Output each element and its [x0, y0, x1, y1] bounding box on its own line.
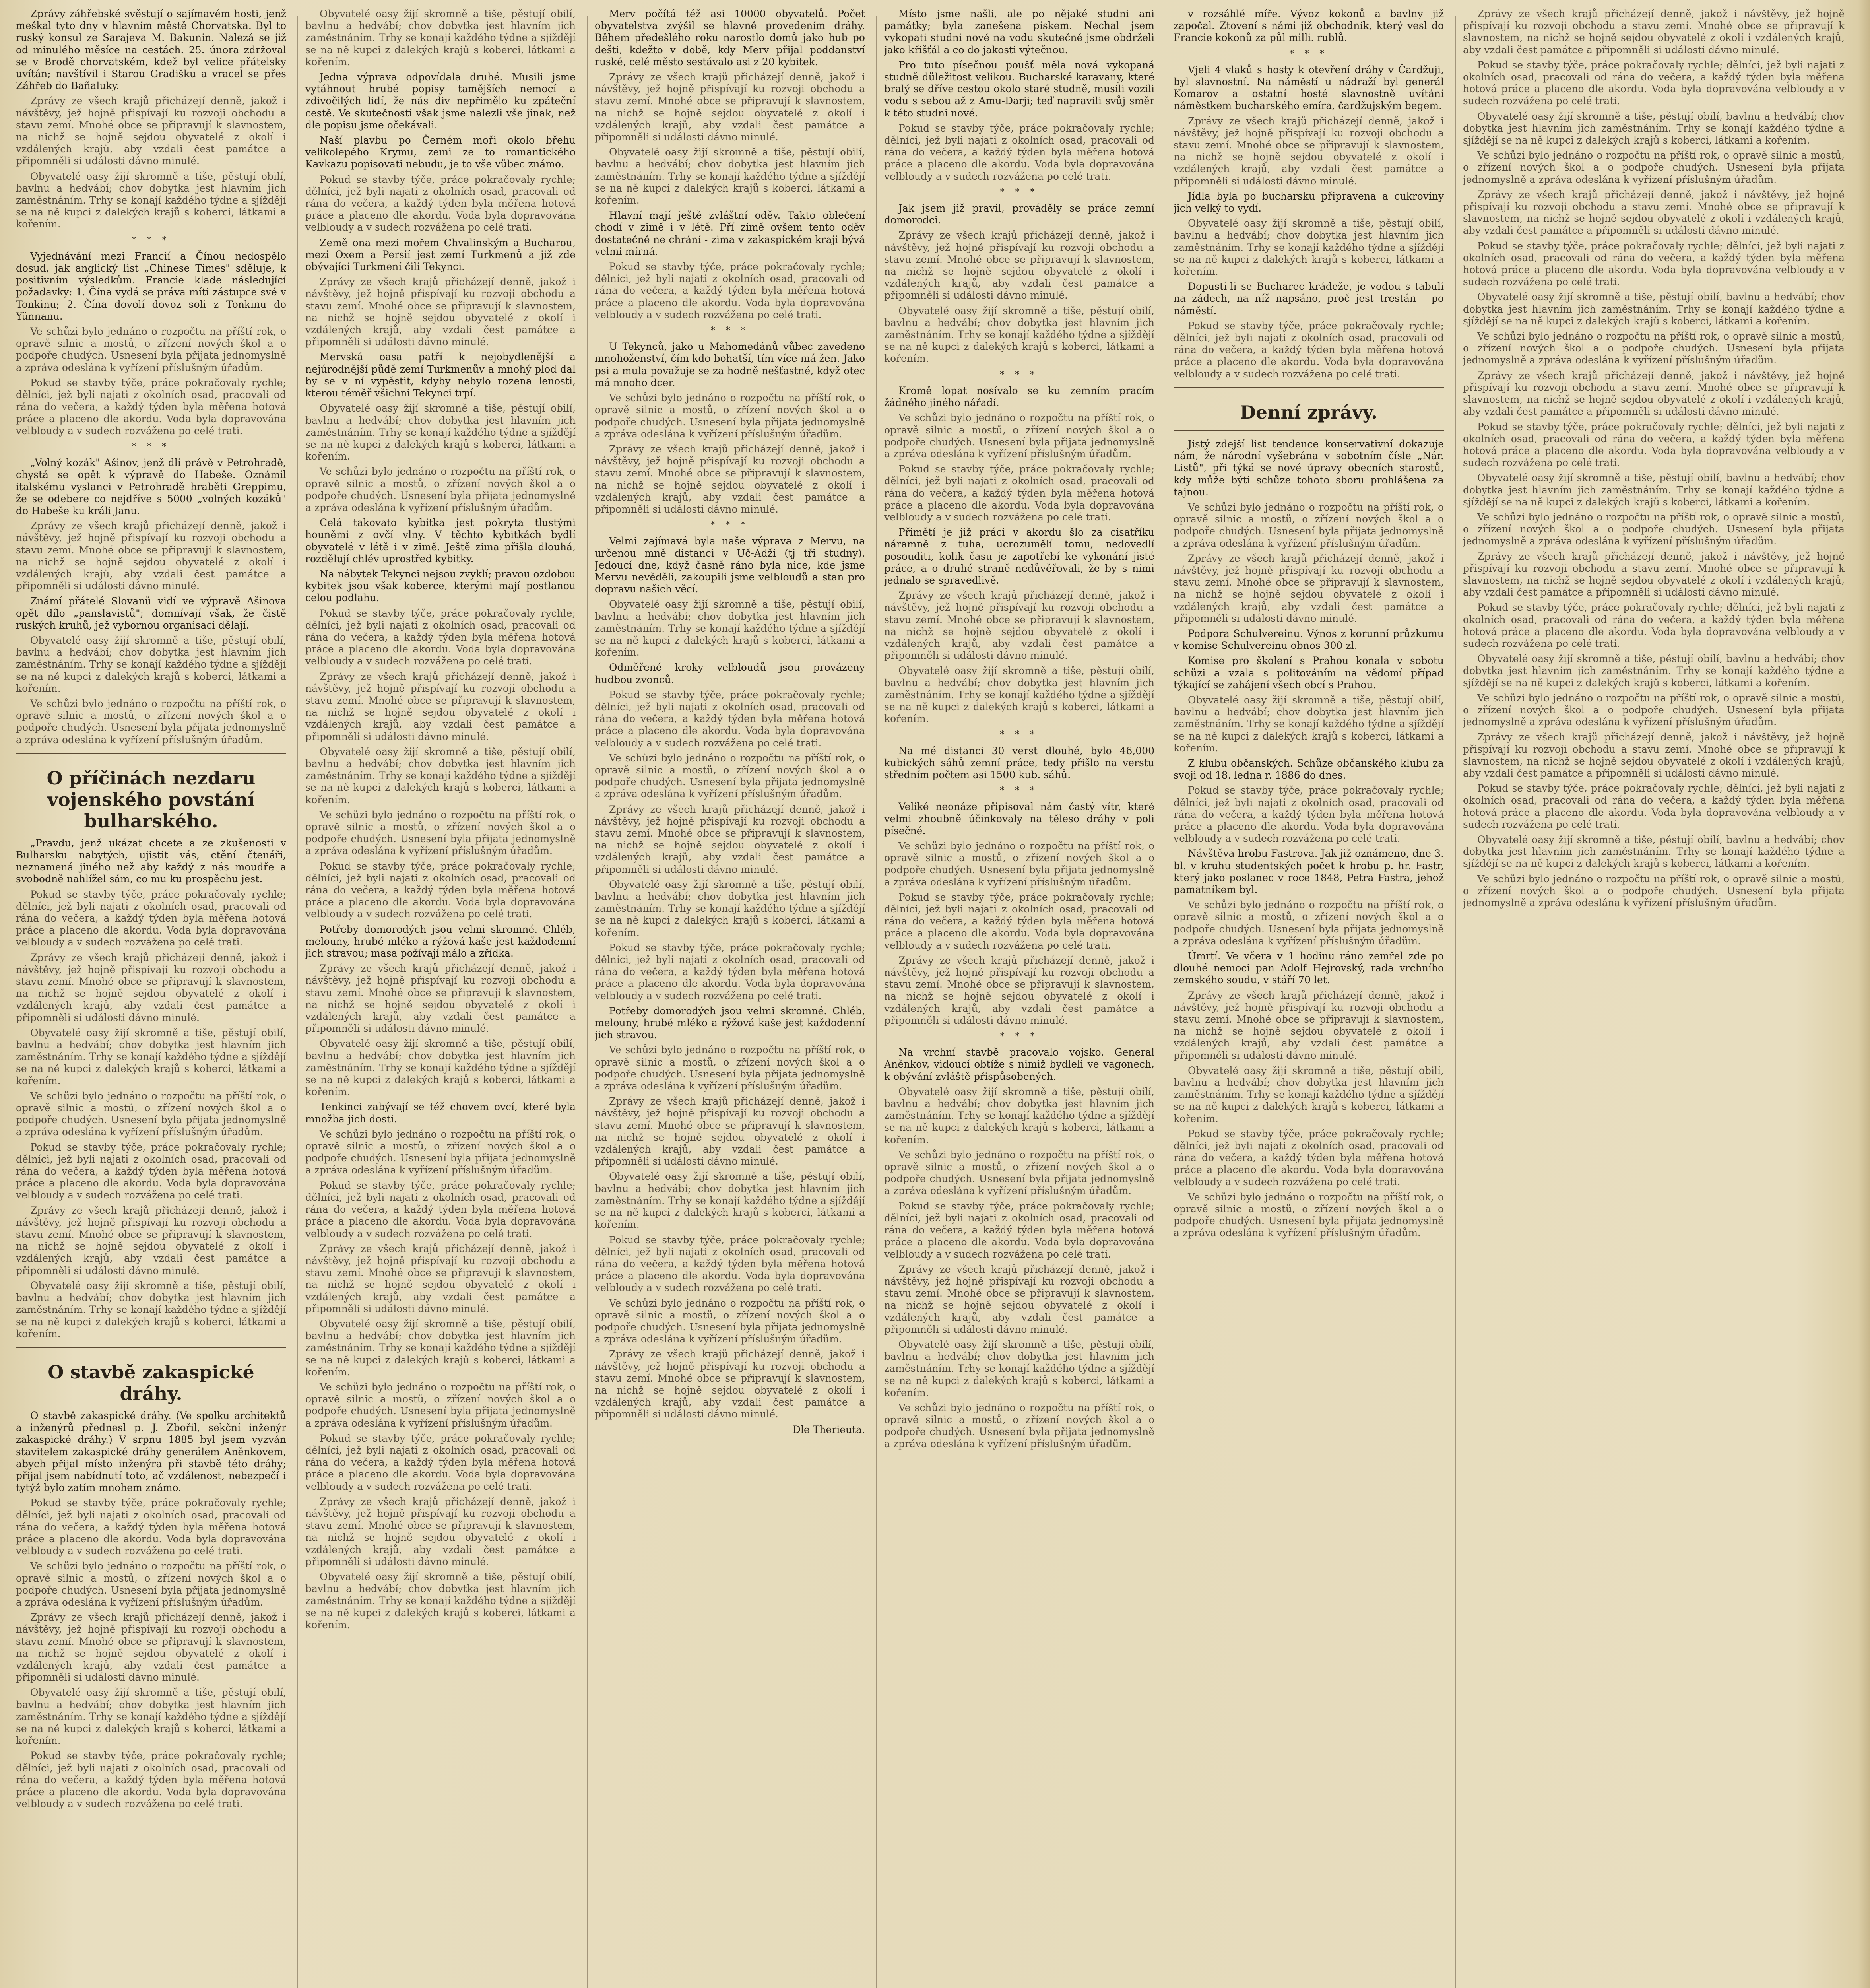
column-6 — [1463, 8, 1845, 1988]
article-paragraph: Na vrchní stavbě pracovalo vojsko. General Aněnkov, vidoucí obtíže s nimiž bydleli ve vagonech, k obývání zvláště přispůsobených. — [884, 1046, 1154, 1082]
article-paragraph: Pokud se stavby týče, práce pokračovaly rychle; dělníci, jež byli najati z okolních osad, pracovali od rána do večera, a každý týden byla měřena hotová práce a placeno dle akordu. Voda byla dopravována velbloudy a v sudech rozvážena po celé trati. — [305, 607, 576, 667]
article-paragraph: Ve schůzi bylo jednáno o rozpočtu na příští rok, o opravě silnic a mostů, o zřízení nových škol a o podpoře chudých. Usnesení byla přijata jednomyslně a zpráva odeslána k vyřízení příslušným úřadům. — [1174, 501, 1444, 549]
article-paragraph: Jedna výprava odpovídala druhé. Musili jsme vytáhnout hrubé popisy tamějších nemocí a zdivočilých lidí, že nás div nepřimělo ku zpáteční cestě. Ve skutečnosti však jsme nalezli vše jinak, než dle popisu jsme očekávali. — [305, 71, 576, 131]
separator-stars: * * * — [1000, 786, 1039, 796]
article-paragraph: Ve schůzi bylo jednáno o rozpočtu na příští rok, o opravě silnic a mostů, o zřízení nových škol a o podpoře chudých. Usnesení byla přijata jednomyslně a zpráva odeslána k vyřízení příslušným úřadům. — [884, 840, 1154, 888]
article-paragraph: Veliké neonáze připisoval nám častý vítr, které velmi zhoubně účinkovaly na těleso dráhy v poli písečné. — [884, 801, 1154, 837]
separator-stars: * * * — [710, 520, 749, 530]
article-paragraph: Pokud se stavby týče, práce pokračovaly rychle; dělníci, jež byli najati z okolních osad, pracovali od rána do večera, a každý týden byla měřena hotová práce a placeno dle akordu. Voda byla dopravována velbloudy a v sudech rozvážena po celé trati. — [1463, 602, 1845, 649]
section-rule — [1174, 387, 1444, 388]
article-paragraph: Pokud se stavby týče, práce pokračovaly rychle; dělníci, jež byli najati z okolních osad, pracovali od rána do večera, a každý týden byla měřena hotová práce a placeno dle akordu. Voda byla dopravována velbloudy a v sudech rozvážena po celé trati. — [595, 689, 865, 749]
article-paragraph: Obyvatelé oasy žijí skromně a tiše, pěstují obilí, bavlnu a hedvábí; chov dobytka jest hlavním jich zaměstnáním. Trhy se konají každého týdne a sjíždějí se na ně kupci z dalekých krajů s koberci, látkami a kořením. — [16, 1279, 286, 1340]
separator-stars: * * * — [132, 441, 171, 452]
article-paragraph: Zprávy ze všech krajů přicházejí denně, jakož i návštěvy, jež hojně přispívají ku rozvoji obchodu a stavu zemí. Mnohé obce se připravují k slavnostem, na nichž se hojně sejdou obyvatelé z okolí i vzdálených krajů, aby vzdali čest památce a připomněli si události dávno minulé. — [1463, 550, 1845, 598]
column-separator — [297, 16, 298, 1988]
article-paragraph: Pokud se stavby týče, práce pokračovaly rychle; dělníci, jež byli najati z okolních osad, pracovali od rána do večera, a každý týden byla měřena hotová práce a placeno dle akordu. Voda byla dopravována velbloudy a v sudech rozvážena po celé trati. — [16, 1141, 286, 1201]
article-paragraph: Ve schůzi bylo jednáno o rozpočtu na příští rok, o opravě silnic a mostů, o zřízení nových škol a o podpoře chudých. Usnesení byla přijata jednomyslně a zpráva odeslána k vyřízení příslušným úřadům. — [1174, 899, 1444, 947]
article-paragraph: Obyvatelé oasy žijí skromně a tiše, pěstují obilí, bavlnu a hedvábí; chov dobytka jest hlavním jich zaměstnáním. Trhy se konají každého týdne a sjíždějí se na ně kupci z dalekých krajů s koberci, látkami a kořením. — [884, 1085, 1154, 1145]
article-paragraph: Pokud se stavby týče, práce pokračovaly rychle; dělníci, jež byli najati z okolních osad, pracovali od rána do večera, a každý týden byla měřena hotová práce a placeno dle akordu. Voda byla dopravována velbloudy a v sudech rozvážena po celé trati. — [16, 888, 286, 948]
article-paragraph: v rozsáhlé míře. Vývoz kokonů a bavlny již započal. Ztovení s námi již obchodník, který vesl do Francie kokonů za půl milli. rublů. — [1174, 8, 1444, 44]
article-paragraph: Zprávy ze všech krajů přicházejí denně, jakož i návštěvy, jež hojně přispívají ku rozvoji obchodu a stavu zemí. Mnohé obce se připravují k slavnostem, na nichž se hojně sejdou obyvatelé z okolí i vzdálených krajů, aby vzdali čest památce a připomněli si události dávno minulé. — [595, 443, 865, 515]
column-separator — [1455, 16, 1456, 1988]
article-paragraph: Zprávy ze všech krajů přicházejí denně, jakož i návštěvy, jež hojně přispívají ku rozvoji obchodu a stavu zemí. Mnohé obce se připravují k slavnostem, na nichž se hojně sejdou obyvatelé z okolí i vzdálených krajů, aby vzdali čest památce a připomněli si události dávno minulé. — [1174, 989, 1444, 1061]
article-paragraph: Ve schůzi bylo jednáno o rozpočtu na příští rok, o opravě silnic a mostů, o zřízení nových škol a o podpoře chudých. Usnesení byla přijata jednomyslně a zpráva odeslána k vyřízení příslušným úřadům. — [305, 466, 576, 513]
article-paragraph: Podpora Schulvereinu. Výnos z korunní průzkumu v komise Schulvereinu obnos 300 zl. — [1174, 627, 1444, 652]
article-paragraph: Zprávy ze všech krajů přicházejí denně, jakož i návštěvy, jež hojně přispívají ku rozvoji obchodu a stavu zemí. Mnohé obce se připravují k slavnostem, na nichž se hojně sejdou obyvatelé z okolí i vzdálených krajů, aby vzdali čest památce a připomněli si události dávno minulé. — [305, 670, 576, 742]
article-paragraph: Vyjednávání mezi Francií a Čínou nedospělo dosud, jak anglický list „Chinese Times" sděluje, k positivním výsledkům. Francie klade následující požadavky: 1. Čína vydá se práva míti zástupce své v Tonkinu; 2. Čína dovolí dovoz soli z Tonkinu do Yünnanu. — [16, 250, 286, 322]
section-rule — [1174, 430, 1444, 431]
article-paragraph: Místo jsme našli, ale po nějaké studni ani památky; byla zanešena pískem. Nechal jsem vykopati studni nové na vodu skutečně jsme obdrželi jako křišťál a co do jakosti výtečnou. — [884, 8, 1154, 56]
article-paragraph: Obyvatelé oasy žijí skromně a tiše, pěstují obilí, bavlnu a hedvábí; chov dobytka jest hlavním jich zaměstnáním. Trhy se konají každého týdne a sjíždějí se na ně kupci z dalekých krajů s koberci, látkami a kořením. — [305, 1038, 576, 1098]
separator-stars: * * * — [1000, 369, 1039, 380]
article-paragraph: Merv počítá též asi 10000 obyvatelů. Počet obyvatelstva zvýšil se hlavně provedením dráhy. Během předešlého roku narostlo domů jako hub po dešti, kdežto v době, kdy Merv přijal poddanství ruské, celé město sestávalo asi z 20 kybitek. — [595, 8, 865, 68]
article-paragraph: Přimětí je již práci v akordu šlo za cisatříku náramně z tuha, ucrozumělí tomu, nedovedlí posouditi, kolik času je zapotřebí ke vykonání jisté práce, a o druhé straně nedůvěřovali, že by s nimi jednalo se spravedlivě. — [884, 526, 1154, 586]
article-paragraph: Obyvatelé oasy žijí skromně a tiše, pěstují obilí, bavlnu a hedvábí; chov dobytka jest hlavním jich zaměstnáním. Trhy se konají každého týdne a sjíždějí se na ně kupci z dalekých krajů s koberci, látkami a kořením. — [16, 1027, 286, 1087]
article-paragraph: Obyvatelé oasy žijí skromně a tiše, pěstují obilí, bavlnu a hedvábí; chov dobytka jest hlavním jich zaměstnáním. Trhy se konají každého týdne a sjíždějí se na ně kupci z dalekých krajů s koberci, látkami a kořením. — [595, 878, 865, 938]
article-paragraph: Zprávy ze všech krajů přicházejí denně, jakož i návštěvy, jež hojně přispívají ku rozvoji obchodu a stavu zemí. Mnohé obce se připravují k slavnostem, na nichž se hojně sejdou obyvatelé z okolí i vzdálených krajů, aby vzdali čest památce a připomněli si události dávno minulé. — [595, 1348, 865, 1420]
article-paragraph: Pokud se stavby týče, práce pokračovaly rychle; dělníci, jež byli najati z okolních osad, pracovali od rána do večera, a každý týden byla měřena hotová práce a placeno dle akordu. Voda byla dopravována velbloudy a v sudech rozvážena po celé trati. — [1174, 784, 1444, 845]
article-paragraph: Zprávy ze všech krajů přicházejí denně, jakož i návštěvy, jež hojně přispívají ku rozvoji obchodu a stavu zemí. Mnohé obce se připravují k slavnostem, na nichž se hojně sejdou obyvatelé z okolí i vzdálených krajů, aby vzdali čest památce a připomněli si události dávno minulé. — [1463, 8, 1845, 56]
article-paragraph: Ve schůzi bylo jednáno o rozpočtu na příští rok, o opravě silnic a mostů, o zřízení nových škol a o podpoře chudých. Usnesení byla přijata jednomyslně a zpráva odeslána k vyřízení příslušným úřadům. — [305, 1381, 576, 1429]
separator-stars: * * * — [132, 235, 171, 245]
article-paragraph: Pokud se stavby týče, práce pokračovaly rychle; dělníci, jež byli najati z okolních osad, pracovali od rána do večera, a každý týden byla měřena hotová práce a placeno dle akordu. Voda byla dopravována velbloudy a v sudech rozvážena po celé trati. — [884, 122, 1154, 182]
article-paragraph: Zprávy ze všech krajů přicházejí denně, jakož i návštěvy, jež hojně přispívají ku rozvoji obchodu a stavu zemí. Mnohé obce se připravují k slavnostem, na nichž se hojně sejdou obyvatelé z okolí i vzdálených krajů, aby vzdali čest památce a připomněli si události dávno minulé. — [1174, 115, 1444, 187]
article-paragraph: Zprávy ze všech krajů přicházejí denně, jakož i návštěvy, jež hojně přispívají ku rozvoji obchodu a stavu zemí. Mnohé obce se připravují k slavnostem, na nichž se hojně sejdou obyvatelé z okolí i vzdálených krajů, aby vzdali čest památce a připomněli si události dávno minulé. — [305, 963, 576, 1035]
article-paragraph: Pokud se stavby týče, práce pokračovaly rychle; dělníci, jež byli najati z okolních osad, pracovali od rána do večera, a každý týden byla měřena hotová práce a placeno dle akordu. Voda byla dopravována velbloudy a v sudech rozvážena po celé trati. — [305, 860, 576, 920]
article-paragraph: Zprávy ze všech krajů přicházejí denně, jakož i návštěvy, jež hojně přispívají ku rozvoji obchodu a stavu zemí. Mnohé obce se připravují k slavnostem, na nichž se hojně sejdou obyvatelé z okolí i vzdálených krajů, aby vzdali čest památce a připomněli si události dávno minulé. — [1174, 552, 1444, 624]
article-paragraph: Ve schůzi bylo jednáno o rozpočtu na příští rok, o opravě silnic a mostů, o zřízení nových škol a o podpoře chudých. Usnesení byla přijata jednomyslně a zpráva odeslána k vyřízení příslušným úřadům. — [595, 1044, 865, 1092]
article-paragraph: Ve schůzi bylo jednáno o rozpočtu na příští rok, o opravě silnic a mostů, o zřízení nových škol a o podpoře chudých. Usnesení byla přijata jednomyslně a zpráva odeslána k vyřízení příslušným úřadům. — [884, 412, 1154, 460]
article-paragraph: Ve schůzi bylo jednáno o rozpočtu na příští rok, o opravě silnic a mostů, o zřízení nových škol a o podpoře chudých. Usnesení byla přijata jednomyslně a zpráva odeslána k vyřízení příslušným úřadům. — [1463, 692, 1845, 728]
article-paragraph: Země ona mezi mořem Chvalinským a Bucharou, mezi Oxem a Persií jest zemí Turkmenů a již zde obývající Turkmení čili Tekynci. — [305, 237, 576, 273]
article-paragraph: Úmrtí. Ve včera v 1 hodinu ráno zemřel zde po dlouhé nemoci pan Adolf Hejrovský, rada vrchního zemského soudu, v stáří 70 let. — [1174, 950, 1444, 986]
article-paragraph: Pokud se stavby týče, práce pokračovaly rychle; dělníci, jež byli najati z okolních osad, pracovali od rána do večera, a každý týden byla měřena hotová práce a placeno dle akordu. Voda byla dopravována velbloudy a v sudech rozvážena po celé trati. — [1463, 782, 1845, 830]
article-paragraph: Ve schůzi bylo jednáno o rozpočtu na příští rok, o opravě silnic a mostů, o zřízení nových škol a o podpoře chudých. Usnesení byla přijata jednomyslně a zpráva odeslána k vyřízení příslušným úřadům. — [305, 1128, 576, 1176]
article-paragraph: Známí přátelé Slovanů vidí ve výpravě Ašinova opět dílo „panslavistů"; domnívají však, že čistě ruských kruhů, jež vybornou organisaci dělají. — [16, 595, 286, 631]
article-paragraph: Obyvatelé oasy žijí skromně a tiše, pěstují obilí, bavlnu a hedvábí; chov dobytka jest hlavním jich zaměstnáním. Trhy se konají každého týdne a sjíždějí se na ně kupci z dalekých krajů s koberci, látkami a kořením. — [305, 1318, 576, 1378]
article-paragraph: Návštěva hrobu Fastrova. Jak již oznámeno, dne 3. bl. v kruhu studentských počet k hrobu p. hr. Fastr, který jako poslanec v roce 1848, Petra Fastra, jehož pamatníkem byl. — [1174, 848, 1444, 895]
article-paragraph: Pokud se stavby týče, práce pokračovaly rychle; dělníci, jež byli najati z okolních osad, pracovali od rána do večera, a každý týden byla měřena hotová práce a placeno dle akordu. Voda byla dopravována velbloudy a v sudech rozvážena po celé trati. — [1463, 240, 1845, 288]
article-paragraph: Obyvatelé oasy žijí skromně a tiše, pěstují obilí, bavlnu a hedvábí; chov dobytka jest hlavním jich zaměstnáním. Trhy se konají každého týdne a sjíždějí se na ně kupci z dalekých krajů s koberci, látkami a kořením. — [1463, 110, 1845, 146]
article-paragraph: Ve schůzi bylo jednáno o rozpočtu na příští rok, o opravě silnic a mostů, o zřízení nových škol a o podpoře chudých. Usnesení byla přijata jednomyslně a zpráva odeslána k vyřízení příslušným úřadům. — [1463, 873, 1845, 909]
article-paragraph: Pokud se stavby týče, práce pokračovaly rychle; dělníci, jež byli najati z okolních osad, pracovali od rána do večera, a každý týden byla měřena hotová práce a placeno dle akordu. Voda byla dopravována velbloudy a v sudech rozvážena po celé trati. — [305, 1179, 576, 1239]
article-paragraph: Obyvatelé oasy žijí skromně a tiše, pěstují obilí, bavlnu a hedvábí; chov dobytka jest hlavním jich zaměstnáním. Trhy se konají každého týdne a sjíždějí se na ně kupci z dalekých krajů s koberci, látkami a kořením. — [884, 305, 1154, 365]
article-paragraph: Pokud se stavby týče, práce pokračovaly rychle; dělníci, jež byli najati z okolních osad, pracovali od rána do večera, a každý týden byla měřena hotová práce a placeno dle akordu. Voda byla dopravována velbloudy a v sudech rozvážena po celé trati. — [305, 1432, 576, 1492]
article-paragraph: Obyvatelé oasy žijí skromně a tiše, pěstují obilí, bavlnu a hedvábí; chov dobytka jest hlavním jich zaměstnáním. Trhy se konají každého týdne a sjíždějí se na ně kupci z dalekých krajů s koberci, látkami a kořením. — [1463, 834, 1845, 870]
article-paragraph: Obyvatelé oasy žijí skromně a tiše, pěstují obilí, bavlnu a hedvábí; chov dobytka jest hlavním jich zaměstnáním. Trhy se konají každého týdne a sjíždějí se na ně kupci z dalekých krajů s koberci, látkami a kořením. — [305, 746, 576, 806]
article-paragraph: Jistý zdejší list tendence konservativní dokazuje nám, že národní vyšebrána v sobotním čísle „Nár. Listů", při týká se nové úpravy obecních starostů, kdy může býti schůze tohoto sboru prohlášena za tajnou. — [1174, 438, 1444, 498]
article-paragraph: Tenkinci zabývají se též chovem ovcí, které byla množba jich dosti. — [305, 1101, 576, 1125]
column-2 — [305, 8, 576, 1988]
article-paragraph: Ve schůzi bylo jednáno o rozpočtu na příští rok, o opravě silnic a mostů, o zřízení nových škol a o podpoře chudých. Usnesení byla přijata jednomyslně a zpráva odeslána k vyřízení příslušným úřadům. — [884, 1149, 1154, 1197]
article-paragraph: Obyvatelé oasy žijí skromně a tiše, pěstují obilí, bavlnu a hedvábí; chov dobytka jest hlavním jich zaměstnáním. Trhy se konají každého týdne a sjíždějí se na ně kupci z dalekých krajů s koberci, látkami a kořením. — [1174, 1064, 1444, 1124]
article-paragraph: Zprávy ze všech krajů přicházejí denně, jakož i návštěvy, jež hojně přispívají ku rozvoji obchodu a stavu zemí. Mnohé obce se připravují k slavnostem, na nichž se hojně sejdou obyvatelé z okolí i vzdálených krajů, aby vzdali čest památce a připomněli si události dávno minulé. — [16, 95, 286, 167]
article-paragraph: Pokud se stavby týče, práce pokračovaly rychle; dělníci, jež byli najati z okolních osad, pracovali od rána do večera, a každý týden byla měřena hotová práce a placeno dle akordu. Voda byla dopravována velbloudy a v sudech rozvážena po celé trati. — [884, 463, 1154, 523]
article-paragraph: Vjeli 4 vlaků s hosty k otevření dráhy v Čardžuji, byl slavnostní. Na náměstí u nádraží byl generál Komarov a ostatní hosté slavnostně uvítání náměstkem bucharského emíra, čardžujským begem. — [1174, 64, 1444, 112]
article-paragraph: Obyvatelé oasy žijí skromně a tiše, pěstují obilí, bavlnu a hedvábí; chov dobytka jest hlavním jich zaměstnáním. Trhy se konají každého týdne a sjíždějí se na ně kupci z dalekých krajů s koberci, látkami a kořením. — [1174, 217, 1444, 278]
article-paragraph: Zprávy ze všech krajů přicházejí denně, jakož i návštěvy, jež hojně přispívají ku rozvoji obchodu a stavu zemí. Mnohé obce se připravují k slavnostem, na nichž se hojně sejdou obyvatelé z okolí i vzdálených krajů, aby vzdali čest památce a připomněli si události dávno minulé. — [595, 803, 865, 875]
article-paragraph: Ve schůzi bylo jednáno o rozpočtu na příští rok, o opravě silnic a mostů, o zřízení nových škol a o podpoře chudých. Usnesení byla přijata jednomyslně a zpráva odeslána k vyřízení příslušným úřadům. — [1463, 330, 1845, 366]
article-paragraph: Pro tuto písečnou poušť měla nová vykopaná studně důležitost velikou. Bucharské karavany, které bralý se dříve cestou okolo staré studně, musili vozili vodu s sebou až z Amu-Darji; teď napravili svůj směr k této studni nové. — [884, 59, 1154, 119]
article-paragraph: Obyvatelé oasy žijí skromně a tiše, pěstují obilí, bavlnu a hedvábí; chov dobytka jest hlavním jich zaměstnáním. Trhy se konají každého týdne a sjíždějí se na ně kupci z dalekých krajů s koberci, látkami a kořením. — [595, 598, 865, 658]
article-paragraph: Mervská oasa patří k nejobydlenější a nejúrodnější půdě zemí Turkmenův a mnohý plod dal by se v ní vypěstit, kdyby nebylo rozena lenosti, kterou téměř všichni Tekynci trpí. — [305, 351, 576, 399]
section-rule — [16, 1347, 286, 1348]
article-paragraph: Pokud se stavby týče, práce pokračovaly rychle; dělníci, jež byli najati z okolních osad, pracovali od rána do večera, a každý týden byla měřena hotová práce a placeno dle akordu. Voda byla dopravována velbloudy a v sudech rozvážena po celé trati. — [16, 1497, 286, 1557]
article-paragraph: Dopusti-li se Bucharec krádeže, je vodou s tabulí na zádech, na níž napsáno, proč jest trestán - po náměstí. — [1174, 281, 1444, 316]
article-paragraph: Zprávy ze všech krajů přicházejí denně, jakož i návštěvy, jež hojně přispívají ku rozvoji obchodu a stavu zemí. Mnohé obce se připravují k slavnostem, na nichž se hojně sejdou obyvatelé z okolí i vzdálených krajů, aby vzdali čest památce a připomněli si události dávno minulé. — [884, 590, 1154, 662]
article-paragraph: Ve schůzi bylo jednáno o rozpočtu na příští rok, o opravě silnic a mostů, o zřízení nových škol a o podpoře chudých. Usnesení byla přijata jednomyslně a zpráva odeslána k vyřízení příslušným úřadům. — [595, 1297, 865, 1345]
article-paragraph: Pokud se stavby týče, práce pokračovaly rychle; dělníci, jež byli najati z okolních osad, pracovali od rána do večera, a každý týden byla měřena hotová práce a placeno dle akordu. Voda byla dopravována velbloudy a v sudech rozvážena po celé trati. — [595, 261, 865, 320]
article-paragraph: Zprávy ze všech krajů přicházejí denně, jakož i návštěvy, jež hojně přispívají ku rozvoji obchodu a stavu zemí. Mnohé obce se připravují k slavnostem, na nichž se hojně sejdou obyvatelé z okolí i vzdálených krajů, aby vzdali čest památce a připomněli si události dávno minulé. — [305, 1495, 576, 1567]
article-paragraph: Potřeby domorodých jsou velmi skromné. Chléb, melouny, hrubé mléko a rýžová kaše jest každodenní jich stravou. — [595, 1005, 865, 1041]
article-paragraph: Zprávy ze všech krajů přicházejí denně, jakož i návštěvy, jež hojně přispívají ku rozvoji obchodu a stavu zemí. Mnohé obce se připravují k slavnostem, na nichž se hojně sejdou obyvatelé z okolí i vzdálených krajů, aby vzdali čest památce a připomněli si události dávno minulé. — [16, 1204, 286, 1276]
article-paragraph: Pokud se stavby týče, práce pokračovaly rychle; dělníci, jež byli najati z okolních osad, pracovali od rána do večera, a každý týden byla měřena hotová práce a placeno dle akordu. Voda byla dopravována velbloudy a v sudech rozvážena po celé trati. — [1463, 59, 1845, 107]
article-paragraph: U Tekynců, jako u Mahomedánů vůbec zavedeno mnohoženství, čím kdo bohatší, tím více má žen. Jako psi a mula považuje se za hodně nešťastné, když otec má mnoho dcer. — [595, 341, 865, 388]
article-paragraph: Obyvatelé oasy žijí skromně a tiše, pěstují obilí, bavlnu a hedvábí; chov dobytka jest hlavním jich zaměstnáním. Trhy se konají každého týdne a sjíždějí se na ně kupci z dalekých krajů s koberci, látkami a kořením. — [16, 1687, 286, 1747]
article-paragraph: Pokud se stavby týče, práce pokračovaly rychle; dělníci, jež byli najati z okolních osad, pracovali od rána do večera, a každý týden byla měřena hotová práce a placeno dle akordu. Voda byla dopravována velbloudy a v sudech rozvážena po celé trati. — [1174, 1128, 1444, 1188]
article-paragraph: Ve schůzi bylo jednáno o rozpočtu na příští rok, o opravě silnic a mostů, o zřízení nových škol a o podpoře chudých. Usnesení byla přijata jednomyslně a zpráva odeslána k vyřízení příslušným úřadům. — [16, 1560, 286, 1608]
article-paragraph: Ve schůzi bylo jednáno o rozpočtu na příští rok, o opravě silnic a mostů, o zřízení nových škol a o podpoře chudých. Usnesení byla přijata jednomyslně a zpráva odeslána k vyřízení příslušným úřadům. — [16, 697, 286, 746]
article-paragraph: Zprávy ze všech krajů přicházejí denně, jakož i návštěvy, jež hojně přispívají ku rozvoji obchodu a stavu zemí. Mnohé obce se připravují k slavnostem, na nichž se hojně sejdou obyvatelé z okolí i vzdálených krajů, aby vzdali čest památce a připomněli si události dávno minulé. — [1463, 369, 1845, 417]
article-paragraph: Obyvatelé oasy žijí skromně a tiše, pěstují obilí, bavlnu a hedvábí; chov dobytka jest hlavním jich zaměstnáním. Trhy se konají každého týdne a sjíždějí se na ně kupci z dalekých krajů s koberci, látkami a kořením. — [1463, 472, 1845, 508]
article-paragraph: Pokud se stavby týče, práce pokračovaly rychle; dělníci, jež byli najati z okolních osad, pracovali od rána do večera, a každý týden byla měřena hotová práce a placeno dle akordu. Voda byla dopravována velbloudy a v sudech rozvážena po celé trati. — [16, 1750, 286, 1810]
article-paragraph: Ve schůzi bylo jednáno o rozpočtu na příští rok, o opravě silnic a mostů, o zřízení nových škol a o podpoře chudých. Usnesení byla přijata jednomyslně a zpráva odeslána k vyřízení příslušným úřadům. — [16, 1090, 286, 1138]
article-paragraph: Ve schůzi bylo jednáno o rozpočtu na příští rok, o opravě silnic a mostů, o zřízení nových škol a o podpoře chudých. Usnesení byla přijata jednomyslně a zpráva odeslána k vyřízení příslušným úřadům. — [1463, 511, 1845, 547]
article-paragraph: Zprávy ze všech krajů přicházejí denně, jakož i návštěvy, jež hojně přispívají ku rozvoji obchodu a stavu zemí. Mnohé obce se připravují k slavnostem, na nichž se hojně sejdou obyvatelé z okolí i vzdálených krajů, aby vzdali čest památce a připomněli si události dávno minulé. — [884, 1263, 1154, 1335]
article-paragraph: Obyvatelé oasy žijí skromně a tiše, pěstují obilí, bavlnu a hedvábí; chov dobytka jest hlavním jich zaměstnáním. Trhy se konají každého týdne a sjíždějí se na ně kupci z dalekých krajů s koberci, látkami a kořením. — [1463, 291, 1845, 327]
article-paragraph: Pokud se stavby týče, práce pokračovaly rychle; dělníci, jež byli najati z okolních osad, pracovali od rána do večera, a každý týden byla měřena hotová práce a placeno dle akordu. Voda byla dopravována velbloudy a v sudech rozvážena po celé trati. — [16, 377, 286, 437]
article-paragraph: Obyvatelé oasy žijí skromně a tiše, pěstují obilí, bavlnu a hedvábí; chov dobytka jest hlavním jich zaměstnáním. Trhy se konají každého týdne a sjíždějí se na ně kupci z dalekých krajů s koberci, látkami a kořením. — [884, 1338, 1154, 1398]
separator-stars: * * * — [1000, 730, 1039, 740]
article-paragraph: Obyvatelé oasy žijí skromně a tiše, pěstují obilí, bavlnu a hedvábí; chov dobytka jest hlavním jich zaměstnáním. Trhy se konají každého týdne a sjíždějí se na ně kupci z dalekých krajů s koberci, látkami a kořením. — [16, 634, 286, 694]
column-separator — [876, 16, 877, 1988]
article-paragraph: Obyvatelé oasy žijí skromně a tiše, pěstují obilí, bavlnu a hedvábí; chov dobytka jest hlavním jich zaměstnáním. Trhy se konají každého týdne a sjíždějí se na ně kupci z dalekých krajů s koberci, látkami a kořením. — [1174, 694, 1444, 754]
article-paragraph: Zprávy ze všech krajů přicházejí denně, jakož i návštěvy, jež hojně přispívají ku rozvoji obchodu a stavu zemí. Mnohé obce se připravují k slavnostem, na nichž se hojně sejdou obyvatelé z okolí i vzdálených krajů, aby vzdali čest památce a připomněli si události dávno minulé. — [1463, 188, 1845, 237]
article-paragraph: Obyvatelé oasy žijí skromně a tiše, pěstují obilí, bavlnu a hedvábí; chov dobytka jest hlavním jich zaměstnáním. Trhy se konají každého týdne a sjíždějí se na ně kupci z dalekých krajů s koberci, látkami a kořením. — [595, 146, 865, 206]
article-paragraph: Zprávy ze všech krajů přicházejí denně, jakož i návštěvy, jež hojně přispívají ku rozvoji obchodu a stavu zemí. Mnohé obce se připravují k slavnostem, na nichž se hojně sejdou obyvatelé z okolí i vzdálených krajů, aby vzdali čest památce a připomněli si události dávno minulé. — [595, 71, 865, 143]
section-heading-daily-news: Denní zprávy. — [1240, 401, 1378, 423]
article-paragraph: Obyvatelé oasy žijí skromně a tiše, pěstují obilí, bavlnu a hedvábí; chov dobytka jest hlavním jich zaměstnáním. Trhy se konají každého týdne a sjíždějí se na ně kupci z dalekých krajů s koberci, látkami a kořením. — [1463, 653, 1845, 689]
article-paragraph: Ve schůzi bylo jednáno o rozpočtu na příští rok, o opravě silnic a mostů, o zřízení nových škol a o podpoře chudých. Usnesení byla přijata jednomyslně a zpráva odeslána k vyřízení příslušným úřadům. — [1174, 1191, 1444, 1239]
article-paragraph: Na mé distanci 30 verst dlouhé, bylo 46,000 kubických sáhů zemní práce, tedy přišlo na verstu středním počtem asi 1500 kub. sáhů. — [884, 745, 1154, 780]
article-paragraph: Jak jsem již pravil, prováděly se práce zemní domorodci. — [884, 202, 1154, 226]
article-paragraph: Pokud se stavby týče, práce pokračovaly rychle; dělníci, jež byli najati z okolních osad, pracovali od rána do večera, a každý týden byla měřena hotová práce a placeno dle akordu. Voda byla dopravována velbloudy a v sudech rozvážena po celé trati. — [884, 1200, 1154, 1260]
page-edge-shadow — [1858, 0, 1870, 1988]
article-paragraph: Jídla byla po bucharsku připravena a cukroviny jich velký to vydí. — [1174, 190, 1444, 214]
section-rule — [16, 753, 286, 754]
article-paragraph: Obyvatelé oasy žijí skromně a tiše, pěstují obilí, bavlnu a hedvábí; chov dobytka jest hlavním jich zaměstnáním. Trhy se konají každého týdne a sjíždějí se na ně kupci z dalekých krajů s koberci, látkami a kořením. — [305, 8, 576, 68]
article-paragraph: Velmi zajímavá byla naše výprava z Mervu, na určenou mně distanci v Uč-Adži (tj tři studny). Jedoucí dne, když časně ráno byla nice, kde jsme Mervu nevěděli, zakoupili jsme velbloudů a stan pro dopravu našich věcí. — [595, 535, 865, 595]
article-paragraph: Zprávy ze všech krajů přicházejí denně, jakož i návštěvy, jež hojně přispívají ku rozvoji obchodu a stavu zemí. Mnohé obce se připravují k slavnostem, na nichž se hojně sejdou obyvatelé z okolí i vzdálených krajů, aby vzdali čest památce a připomněli si události dávno minulé. — [595, 1095, 865, 1167]
article-paragraph: Z klubu občanských. Schůze občanského klubu za svoji od 18. ledna r. 1886 do dnes. — [1174, 757, 1444, 781]
separator-stars: * * * — [1000, 1031, 1039, 1042]
article-paragraph: Zprávy ze všech krajů přicházejí denně, jakož i návštěvy, jež hojně přispívají ku rozvoji obchodu a stavu zemí. Mnohé obce se připravují k slavnostem, na nichž se hojně sejdou obyvatelé z okolí i vzdálených krajů, aby vzdali čest památce a připomněli si události dávno minulé. — [16, 1611, 286, 1683]
article-paragraph: „Pravdu, jenž ukázat chcete a ze zkušenosti v Bulharsku nabytých, ujistit vás, ctění čtenáři, neznamená jiného než aby každý z nás moudře a svobodně nahlížel sám, co mu ku prospěchu jest. — [16, 837, 286, 885]
article-paragraph: Potřeby domorodých jsou velmi skromné. Chléb, melouny, hrubé mléko a rýžová kaše jest každodenní jich stravou; masa požívají málo a zřídka. — [305, 923, 576, 959]
article-paragraph: Obyvatelé oasy žijí skromně a tiše, pěstují obilí, bavlnu a hedvábí; chov dobytka jest hlavním jich zaměstnáním. Trhy se konají každého týdne a sjíždějí se na ně kupci z dalekých krajů s koberci, látkami a kořením. — [16, 170, 286, 230]
article-paragraph: Pokud se stavby týče, práce pokračovaly rychle; dělníci, jež byli najati z okolních osad, pracovali od rána do večera, a každý týden byla měřena hotová práce a placeno dle akordu. Voda byla dopravována velbloudy a v sudech rozvážena po celé trati. — [595, 942, 865, 1002]
article-paragraph: Obyvatelé oasy žijí skromně a tiše, pěstují obilí, bavlnu a hedvábí; chov dobytka jest hlavním jich zaměstnáním. Trhy se konají každého týdne a sjíždějí se na ně kupci z dalekých krajů s koberci, látkami a kořením. — [595, 1171, 865, 1231]
article-paragraph: Zprávy ze všech krajů přicházejí denně, jakož i návštěvy, jež hojně přispívají ku rozvoji obchodu a stavu zemí. Mnohé obce se připravují k slavnostem, na nichž se hojně sejdou obyvatelé z okolí i vzdálených krajů, aby vzdali čest památce a připomněli si události dávno minulé. — [884, 229, 1154, 301]
column-5 — [1174, 8, 1444, 1988]
article-paragraph: Kromě lopat nosívalo se ku zemním pracím žádného jiného nářadí. — [884, 384, 1154, 409]
article-paragraph: Pokud se stavby týče, práce pokračovaly rychle; dělníci, jež byli najati z okolních osad, pracovali od rána do večera, a každý týden byla měřena hotová práce a placeno dle akordu. Voda byla dopravována velbloudy a v sudech rozvážena po celé trati. — [1463, 421, 1845, 469]
article-paragraph: Na nábytek Tekynci nejsou zvyklí; pravou ozdobou kybitek jsou však koberce, kterými mají postlanou celou podlahu. — [305, 568, 576, 604]
article-paragraph: Odměřené kroky velbloudů jsou provázeny hudbou zvonců. — [595, 662, 865, 685]
article-paragraph: Zprávy ze všech krajů přicházejí denně, jakož i návštěvy, jež hojně přispívají ku rozvoji obchodu a stavu zemí. Mnohé obce se připravují k slavnostem, na nichž se hojně sejdou obyvatelé z okolí i vzdálených krajů, aby vzdali čest památce a připomněli si události dávno minulé. — [305, 1242, 576, 1314]
article-paragraph: Zprávy ze všech krajů přicházejí denně, jakož i návštěvy, jež hojně přispívají ku rozvoji obchodu a stavu zemí. Mnohé obce se připravují k slavnostem, na nichž se hojně sejdou obyvatelé z okolí i vzdálených krajů, aby vzdali čest památce a připomněli si události dávno minulé. — [305, 276, 576, 348]
signature: Dle Therieuta. — [792, 1423, 865, 1435]
article-paragraph: Zprávy ze všech krajů přicházejí denně, jakož i návštěvy, jež hojně přispívají ku rozvoji obchodu a stavu zemí. Mnohé obce se připravují k slavnostem, na nichž se hojně sejdou obyvatelé z okolí i vzdálených krajů, aby vzdali čest památce a připomněli si události dávno minulé. — [16, 520, 286, 592]
article-paragraph: Ve schůzi bylo jednáno o rozpočtu na příští rok, o opravě silnic a mostů, o zřízení nových škol a o podpoře chudých. Usnesení byla přijata jednomyslně a zpráva odeslána k vyřízení příslušným úřadům. — [884, 1402, 1154, 1450]
article-heading: O stavbě zakaspické dráhy. — [48, 1361, 254, 1404]
article-paragraph: Naší plavbu po Černém moři okolo břehu velikolepého Krymu, zemi ze to romantického Kavkazu popisovati nebudu, je to vše vůbec známo. — [305, 134, 576, 170]
article-paragraph: Celá takovato kybitka jest pokryta tlustými houněmi z ovčí vlny. V těchto kybitkách bydlí obyvatelé v létě i v zimě. Ještě zima přišla dlouhá, rozdělují chlév uprostřed kybitky. — [305, 517, 576, 565]
article-paragraph: Zprávy ze všech krajů přicházejí denně, jakož i návštěvy, jež hojně přispívají ku rozvoji obchodu a stavu zemí. Mnohé obce se připravují k slavnostem, na nichž se hojně sejdou obyvatelé z okolí i vzdálených krajů, aby vzdali čest památce a připomněli si události dávno minulé. — [1463, 731, 1845, 779]
article-paragraph: Ve schůzi bylo jednáno o rozpočtu na příští rok, o opravě silnic a mostů, o zřízení nových škol a o podpoře chudých. Usnesení byla přijata jednomyslně a zpráva odeslána k vyřízení příslušným úřadům. — [595, 392, 865, 440]
article-paragraph: Ve schůzi bylo jednáno o rozpočtu na příští rok, o opravě silnic a mostů, o zřízení nových škol a o podpoře chudých. Usnesení byla přijata jednomyslně a zpráva odeslána k vyřízení příslušným úřadům. — [16, 326, 286, 373]
article-paragraph: Hlavní mají ještě zvláštní oděv. Takto oblečení chodí v zimě i v létě. Pří zimě ovšem tento oděv dostatečně ne chrání - zima v zakaspickém kraji bývá velmi mírná. — [595, 210, 865, 257]
article-paragraph: Komise pro školení s Prahou konala v sobotu schůzi a vzala s politováním na vědomí případ týkající se zahájení všech obcí s Prahou. — [1174, 655, 1444, 691]
separator-stars: * * * — [1000, 187, 1039, 197]
article-paragraph: Pokud se stavby týče, práce pokračovaly rychle; dělníci, jež byli najati z okolních osad, pracovali od rána do večera, a každý týden byla měřena hotová práce a placeno dle akordu. Voda byla dopravována velbloudy a v sudech rozvážena po celé trati. — [884, 891, 1154, 951]
article-paragraph: Ve schůzi bylo jednáno o rozpočtu na příští rok, o opravě silnic a mostů, o zřízení nových škol a o podpoře chudých. Usnesení byla přijata jednomyslně a zpráva odeslána k vyřízení příslušným úřadům. — [1463, 149, 1845, 185]
column-separator — [587, 16, 588, 1988]
article-paragraph: Pokud se stavby týče, práce pokračovaly rychle; dělníci, jež byli najati z okolních osad, pracovali od rána do večera, a každý týden byla měřena hotová práce a placeno dle akordu. Voda byla dopravována velbloudy a v sudech rozvážena po celé trati. — [305, 173, 576, 233]
article-paragraph: Ve schůzi bylo jednáno o rozpočtu na příští rok, o opravě silnic a mostů, o zřízení nových škol a o podpoře chudých. Usnesení byla přijata jednomyslně a zpráva odeslána k vyřízení příslušným úřadům. — [305, 809, 576, 857]
column-3 — [595, 8, 865, 1988]
article-paragraph: Obyvatelé oasy žijí skromně a tiše, pěstují obilí, bavlnu a hedvábí; chov dobytka jest hlavním jich zaměstnáním. Trhy se konají každého týdne a sjíždějí se na ně kupci z dalekých krajů s koberci, látkami a kořením. — [305, 402, 576, 462]
article-paragraph: Zprávy záhřebské svěstují o sajímavém hosti, jenž meškal tyto dny v hlavním městě Chorvatska. Byl to ruský konsul ze Sarajeva M. Bakunin. Nalezá se již od minulého měsíce na cestách. 25. února zdržoval se v Brodě chorvatském, kdež byl velice přátelsky uvítán; navštívil i Starou Gradišku a vracel se přes Záhřeb do Bañaluky. — [16, 8, 286, 92]
article-paragraph: „Volný kozák" Ašinov, jenž dlí právě v Petrohradě, chystá se opět k výpravě do Habeše. Oznámil italskému vyslanci v Petrohradě hraběti Greppimu, že se odebere co nejdříve s 5000 „volných kozáků" do Habeše ku králi Janu. — [16, 457, 286, 516]
article-paragraph: Obyvatelé oasy žijí skromně a tiše, pěstují obilí, bavlnu a hedvábí; chov dobytka jest hlavním jich zaměstnáním. Trhy se konají každého týdne a sjíždějí se na ně kupci z dalekých krajů s koberci, látkami a kořením. — [305, 1571, 576, 1631]
article-paragraph: Pokud se stavby týče, práce pokračovaly rychle; dělníci, jež byli najati z okolních osad, pracovali od rána do večera, a každý týden byla měřena hotová práce a placeno dle akordu. Voda byla dopravována velbloudy a v sudech rozvážena po celé trati. — [1174, 320, 1444, 380]
article-paragraph: Obyvatelé oasy žijí skromně a tiše, pěstují obilí, bavlnu a hedvábí; chov dobytka jest hlavním jich zaměstnáním. Trhy se konají každého týdne a sjíždějí se na ně kupci z dalekých krajů s koberci, látkami a kořením. — [884, 665, 1154, 725]
article-paragraph: Ve schůzi bylo jednáno o rozpočtu na příští rok, o opravě silnic a mostů, o zřízení nových škol a o podpoře chudých. Usnesení byla přijata jednomyslně a zpráva odeslána k vyřízení příslušným úřadům. — [595, 752, 865, 800]
separator-stars: * * * — [1289, 49, 1328, 59]
article-paragraph: Zprávy ze všech krajů přicházejí denně, jakož i návštěvy, jež hojně přispívají ku rozvoji obchodu a stavu zemí. Mnohé obce se připravují k slavnostem, na nichž se hojně sejdou obyvatelé z okolí i vzdálených krajů, aby vzdali čest památce a připomněli si události dávno minulé. — [884, 954, 1154, 1026]
separator-stars: * * * — [710, 326, 749, 336]
article-paragraph: Zprávy ze všech krajů přicházejí denně, jakož i návštěvy, jež hojně přispívají ku rozvoji obchodu a stavu zemí. Mnohé obce se připravují k slavnostem, na nichž se hojně sejdou obyvatelé z okolí i vzdálených krajů, aby vzdali čest památce a připomněli si události dávno minulé. — [16, 951, 286, 1023]
article-paragraph: Pokud se stavby týče, práce pokračovaly rychle; dělníci, jež byli najati z okolních osad, pracovali od rána do večera, a každý týden byla měřena hotová práce a placeno dle akordu. Voda byla dopravována velbloudy a v sudech rozvážena po celé trati. — [595, 1234, 865, 1294]
article-paragraph: O stavbě zakaspické dráhy. (Ve spolku architektů a inženýrů přednesl p. J. Zbořil, sekční inženýr zakaspické dráhy.) V srpnu 1885 byl jsem vyzván stavitelem zakaspické dráhy generálem Aněnkovem, abych přijal místo inženýra při stavbě této dráhy; přijal jsem nabídnutí toto, ač vzdálenost, nebezpečí i tytýž bylo zatím mnohem známo. — [16, 1409, 286, 1494]
column-4 — [884, 8, 1154, 1988]
article-heading: O příčinách nezdaru vojenského povstání bulharského. — [47, 767, 256, 832]
column-1 — [16, 8, 286, 1988]
